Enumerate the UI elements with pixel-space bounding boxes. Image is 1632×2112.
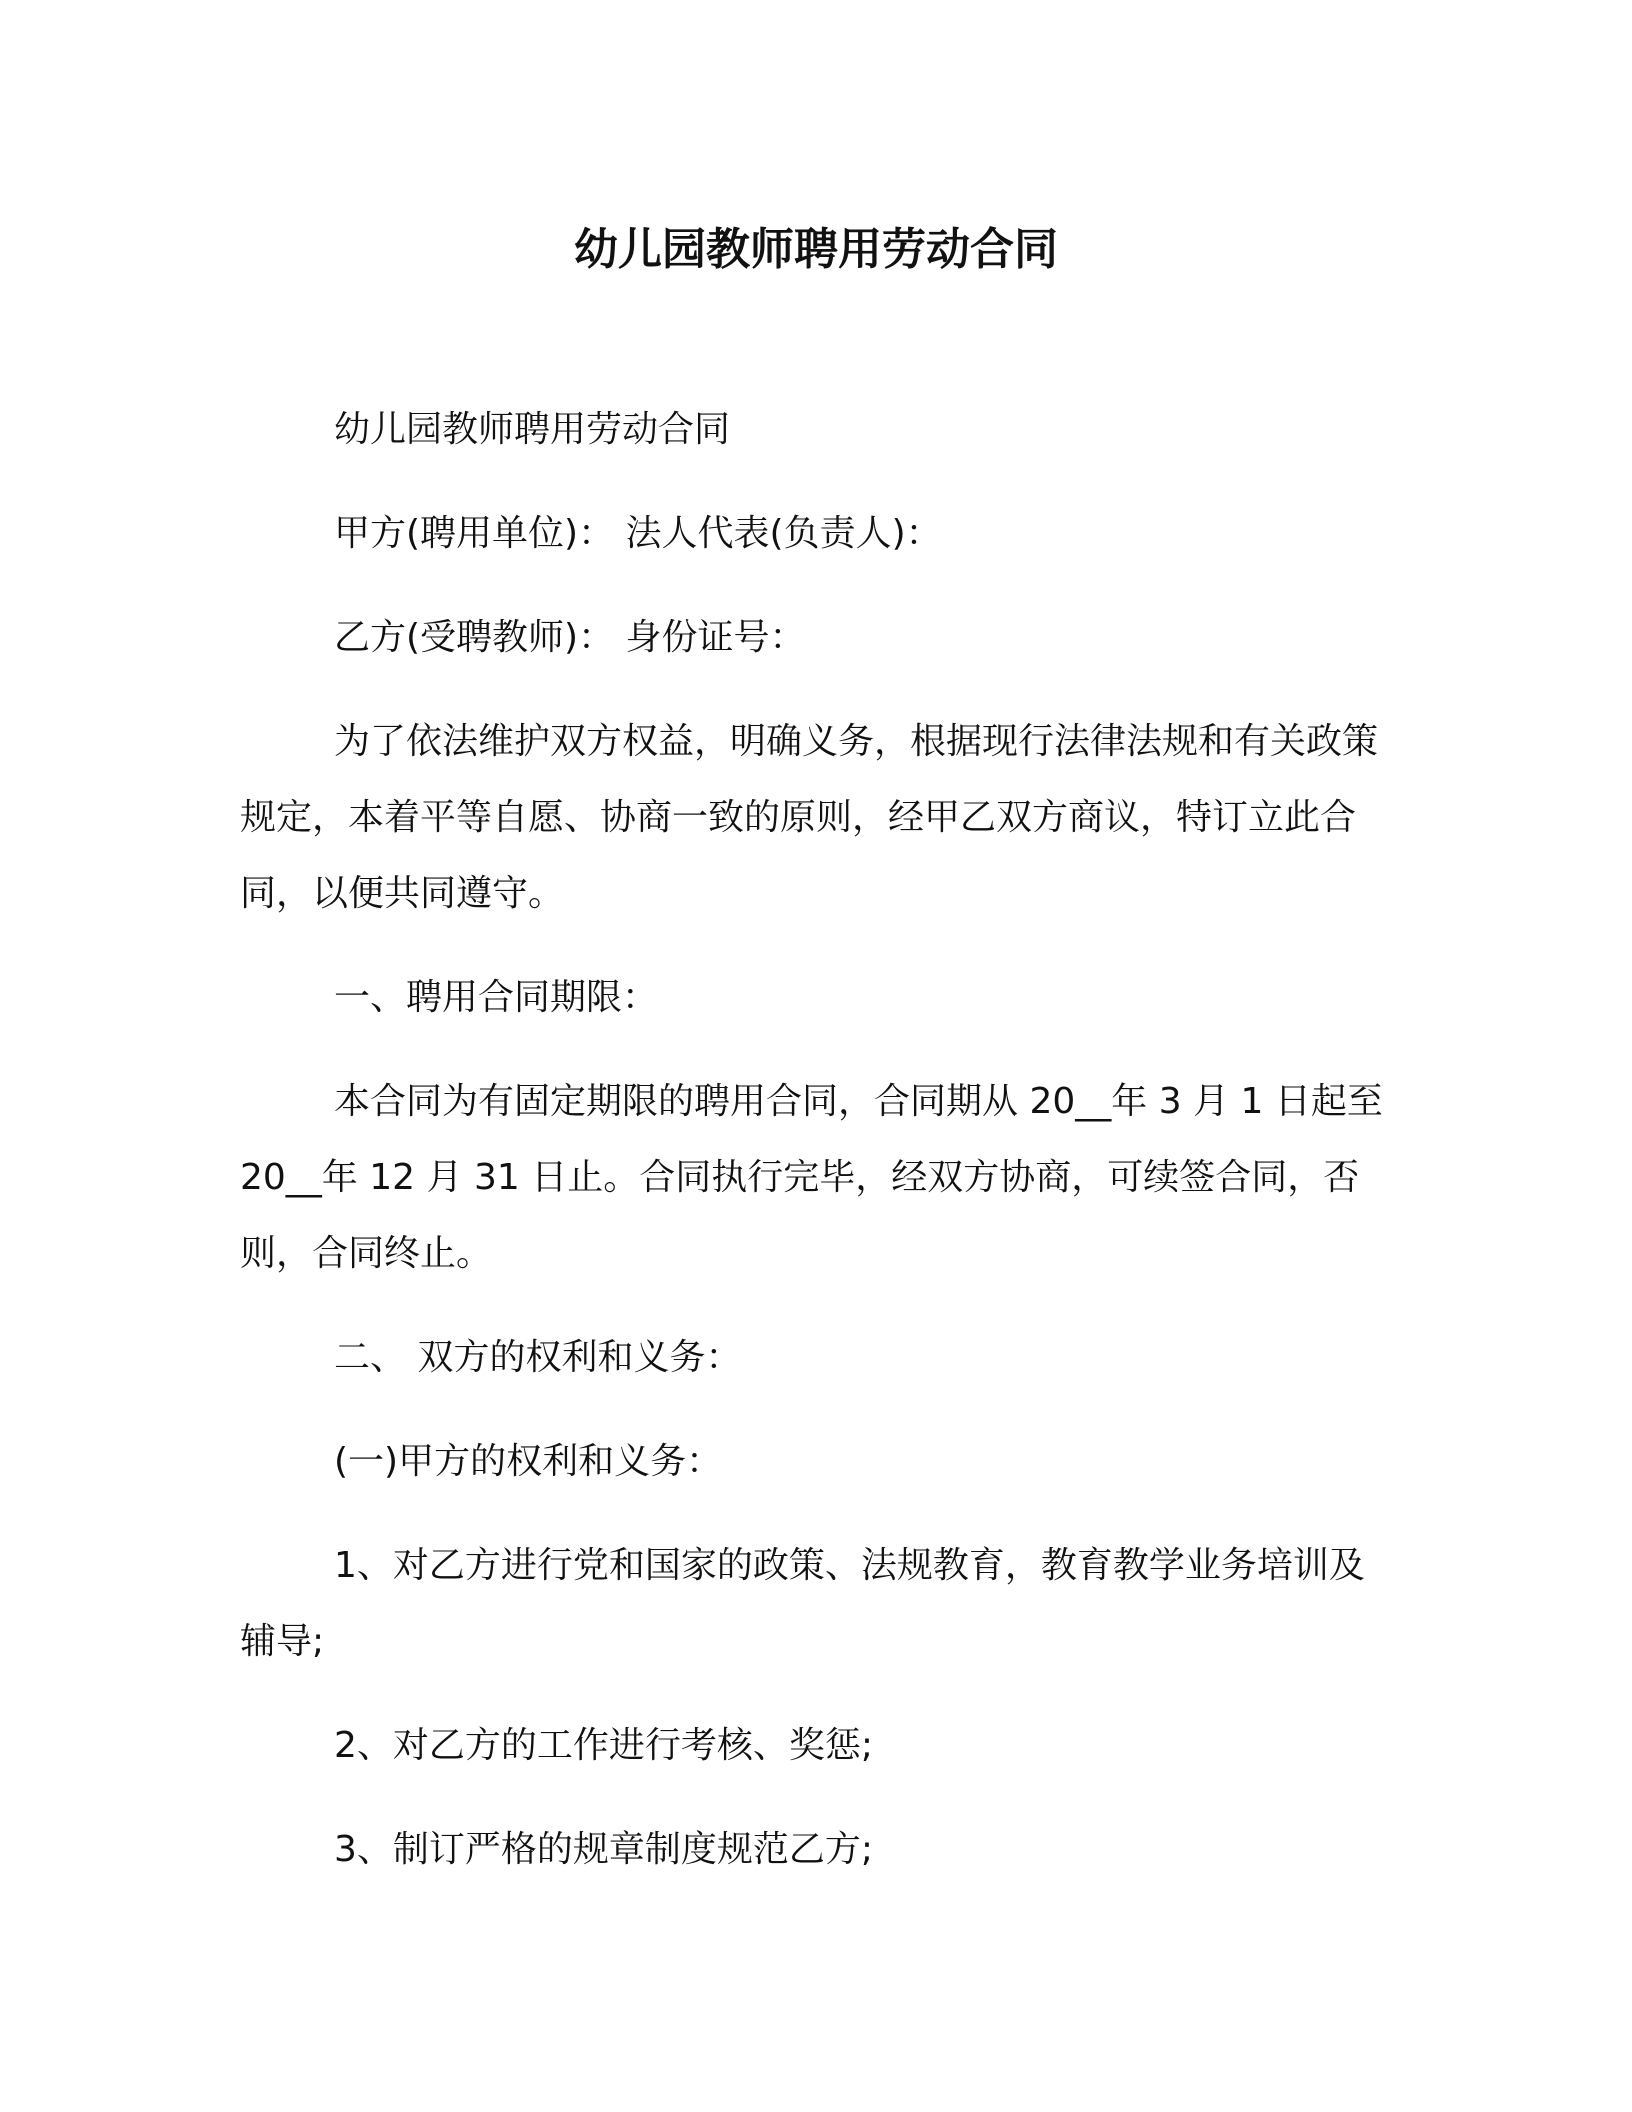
- document-body: [240, 392, 1390, 1888]
- document-title: 幼儿园教师聘用劳动合同: [574, 224, 1058, 275]
- clause-3: 3、制订严格的规章制度规范乙方;: [334, 1829, 874, 1870]
- contract-subtitle: 幼儿园教师聘用劳动合同: [334, 409, 731, 450]
- section-1-heading: 一、聘用合同期限：: [334, 977, 659, 1018]
- section-2-heading: 二、 双方的权利和义务：: [334, 1337, 742, 1378]
- preamble-paragraph: 为了依法维护双方权益，明确义务，根据现行法律法规和有关政策规定，本着平等自愿、协商一致的原则，经甲乙双方商议，特订立此合同，以便共同遵守。: [240, 721, 1379, 914]
- clause-1: 1、对乙方进行党和国家的政策、法规教育，教育教学业务培训及辅导;: [240, 1545, 1365, 1662]
- party-b-line: 乙方(受聘教师)： 身份证号：: [334, 617, 806, 658]
- party-a-rights-heading: (一)甲方的权利和义务：: [334, 1441, 723, 1482]
- contract-term-paragraph: 本合同为有固定期限的聘用合同，合同期从 20__年 3 月 1 日起至 20__年 12 月 31 日止。合同执行完毕，经双方协商，可续签合同，否则，合同终止。: [240, 1081, 1383, 1274]
- clause-2: 2、对乙方的工作进行考核、奖惩;: [334, 1725, 874, 1766]
- party-a-line: 甲方(聘用单位)： 法人代表(负责人)：: [334, 513, 942, 554]
